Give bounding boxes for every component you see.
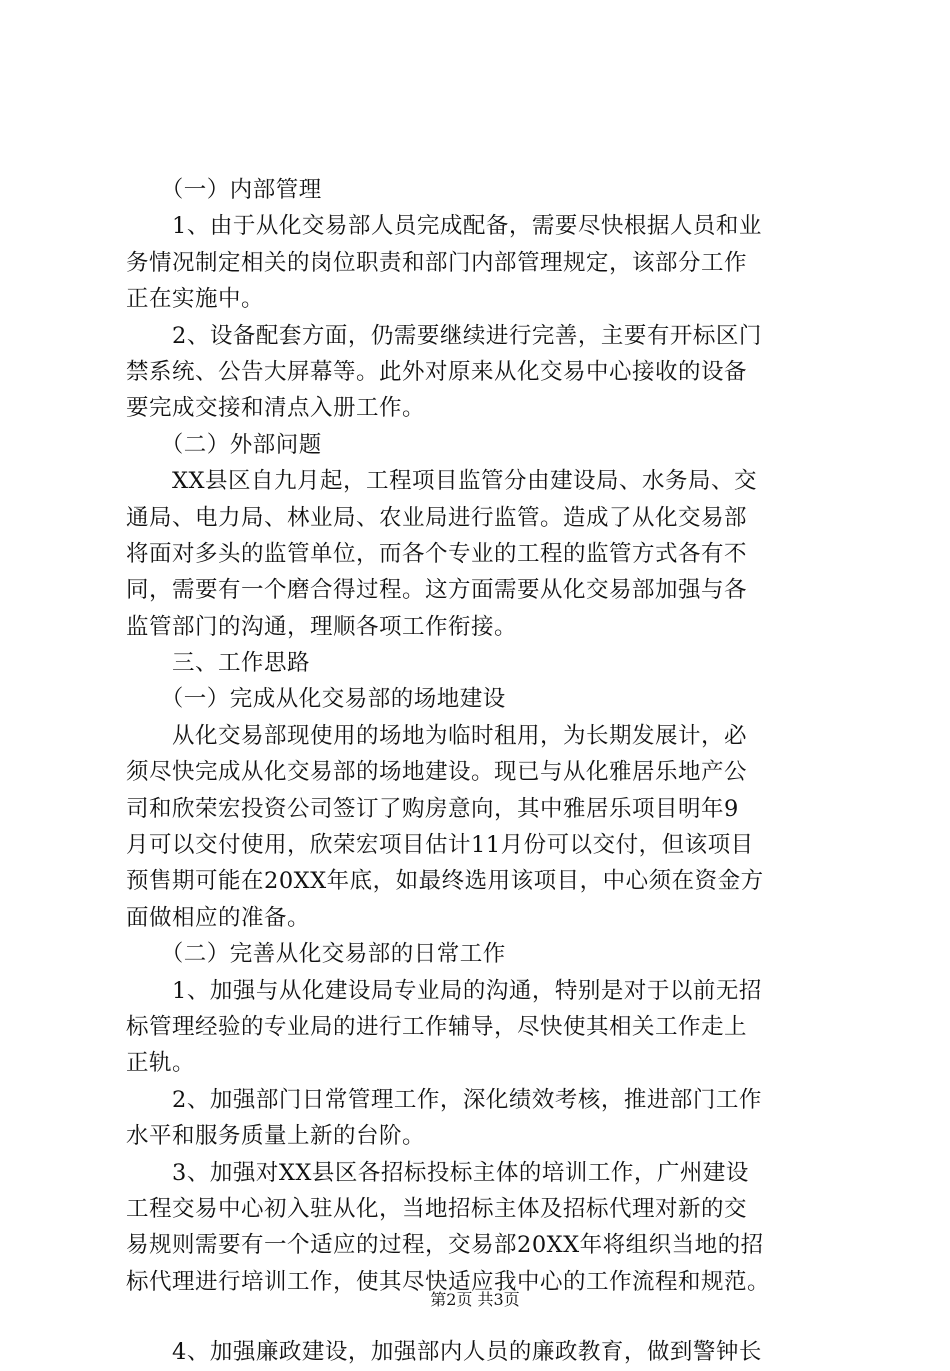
text-line: 将面对多头的监管单位，而各个专业的工程的监管方式各有不 — [126, 540, 748, 567]
text-line: 2、加强部门日常管理工作，深化绩效考核，推进部门工作 — [126, 1086, 762, 1113]
text-line: 司和欣荣宏投资公司签订了购房意向，其中雅居乐项目明年9 — [126, 795, 739, 822]
text-line: 月可以交付使用，欣荣宏项目估计11月份可以交付，但该项目 — [126, 832, 754, 859]
text-line: 1、加强与从化建设局专业局的沟通，特别是对于以前无招 — [126, 977, 762, 1004]
text-line: 正轨。 — [126, 1050, 196, 1077]
text-line: 通局、电力局、林业局、农业局进行监管。造成了从化交易部 — [126, 504, 748, 531]
text-line: 禁系统、公告大屏幕等。此外对原来从化交易中心接收的设备 — [126, 358, 748, 385]
text-line: 监管部门的沟通，理顺各项工作衔接。 — [126, 613, 518, 640]
document-body — [126, 172, 832, 1371]
text-line: （二）完善从化交易部的日常工作 — [126, 941, 506, 968]
text-line: 2、设备配套方面，仍需要继续进行完善，主要有开标区门 — [126, 322, 762, 349]
text-line: 工程交易中心初入驻从化，当地招标主体及招标代理对新的交 — [126, 1195, 748, 1222]
text-line: 4、加强廉政建设，加强部内人员的廉政教育，做到警钟长 — [126, 1339, 762, 1366]
text-line: XX县区自九月起，工程项目监管分由建设局、水务局、交 — [126, 468, 758, 495]
text-line: 1、由于从化交易部人员完成配备，需要尽快根据人员和业 — [126, 213, 762, 240]
text-line: 标管理经验的专业局的进行工作辅导，尽快使其相关工作走上 — [126, 1013, 748, 1040]
text-line: （二）外部问题 — [126, 431, 322, 458]
text-line: 同，需要有一个磨合得过程。这方面需要从化交易部加强与各 — [126, 577, 748, 604]
text-line: （一）内部管理 — [126, 177, 322, 203]
text-line: 标代理进行培训工作，使其尽快适应我中心的工作流程和规范。 — [126, 1268, 771, 1295]
text-line: 预售期可能在20XX年底，如最终选用该项目，中心须在资金方 — [126, 868, 764, 895]
text-line: 须尽快完成从化交易部的场地建设。现已与从化雅居乐地产公 — [126, 759, 748, 786]
text-line: 正在实施中。 — [126, 286, 265, 313]
text-line: 要完成交接和清点入册工作。 — [126, 395, 426, 422]
text-line: 3、加强对XX县区各招标投标主体的培训工作，广州建设 — [126, 1159, 749, 1186]
text-line: 水平和服务质量上新的台阶。 — [126, 1123, 426, 1150]
page-footer: 第2页 共3页 — [430, 1290, 520, 1309]
text-line: 易规则需要有一个适应的过程，交易部20XX年将组织当地的招 — [126, 1232, 764, 1259]
text-line: 务情况制定相关的岗位职责和部门内部管理规定，该部分工作 — [126, 249, 748, 276]
text-line: 从化交易部现使用的场地为临时租用，为长期发展计，必 — [126, 722, 748, 749]
text-line: 面做相应的准备。 — [126, 904, 311, 931]
text-line: （一）完成从化交易部的场地建设 — [126, 686, 506, 713]
text-line: 三、工作思路 — [126, 650, 311, 677]
